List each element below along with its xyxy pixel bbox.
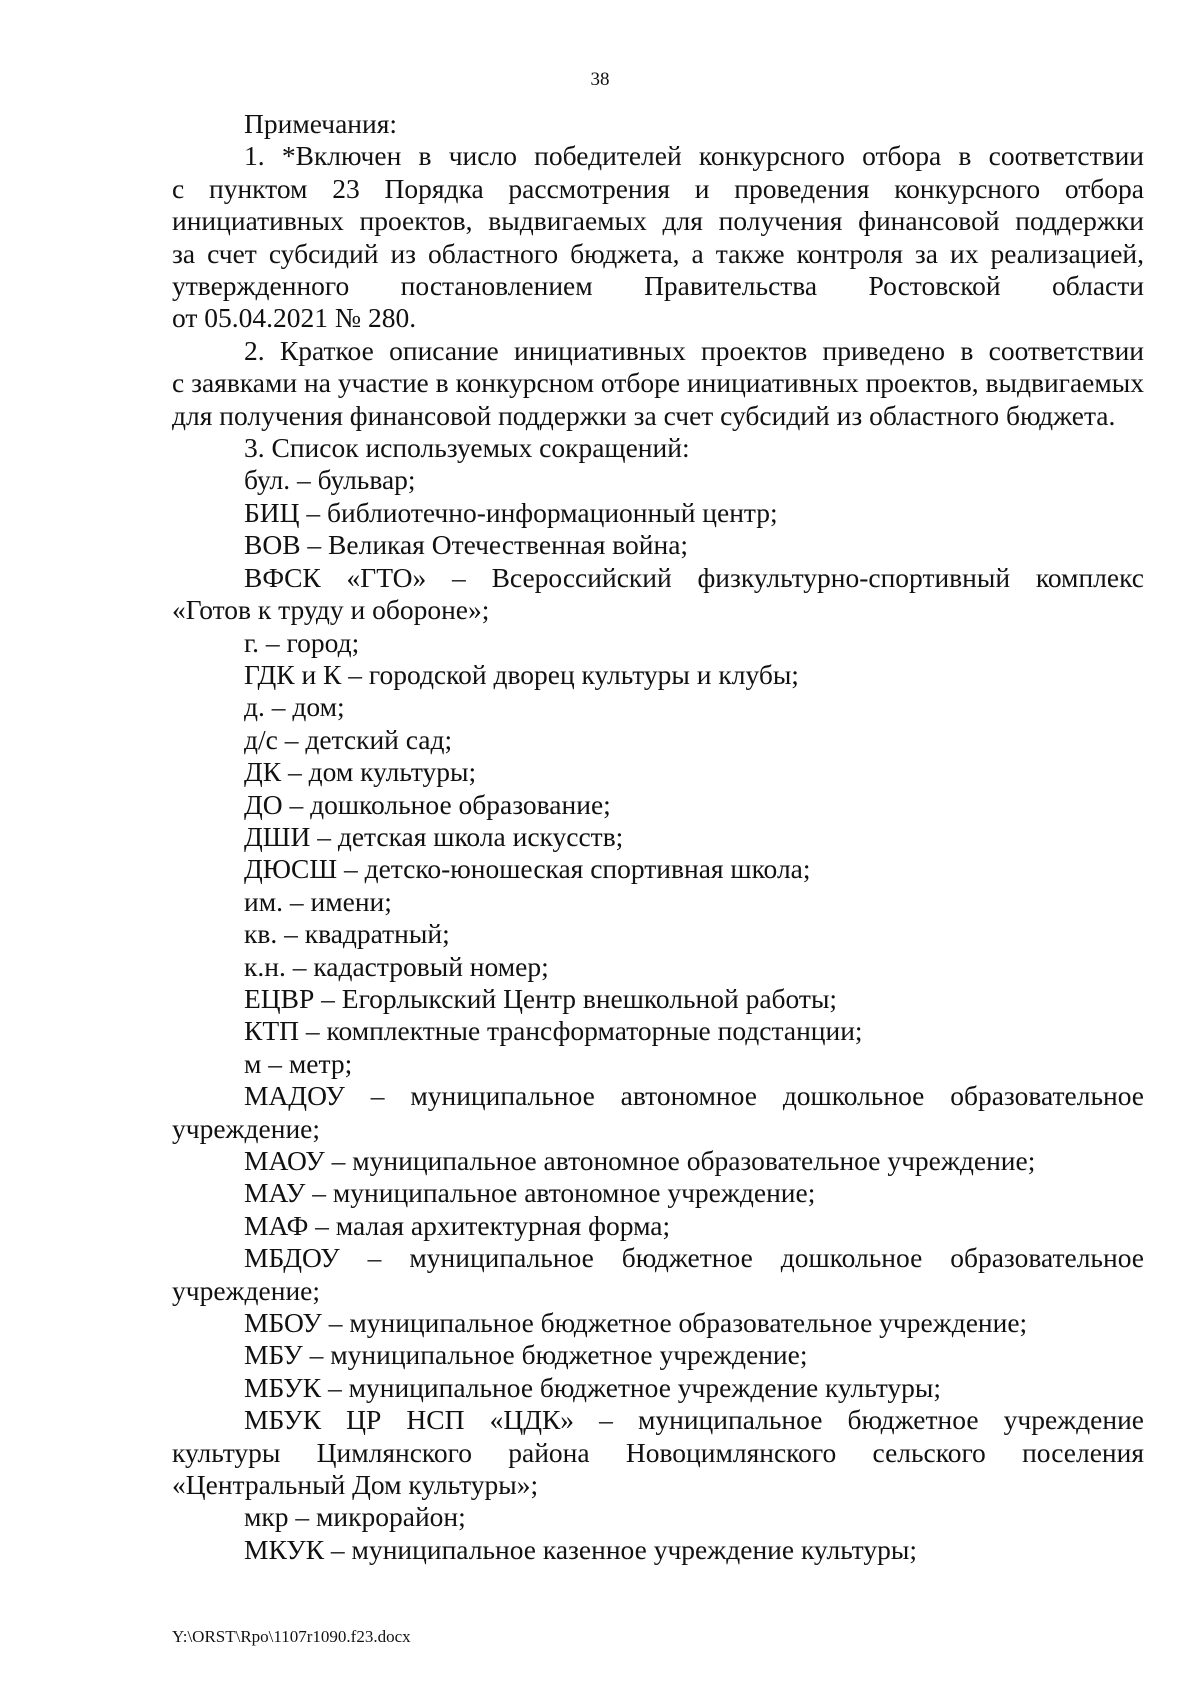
note-2-line: с заявками на участие в конкурсном отборе инициативных проектов, выдвигаемых: [172, 367, 1144, 399]
file-path-footer: Y:\ORST\Rpo\1107r1090.f23.docx: [172, 1627, 411, 1646]
note-1: [172, 140, 1144, 334]
abbreviation-item: ВФСК «ГТО» – Всероссийский физкультурно-спортивный комплекс: [244, 561, 1144, 593]
abbreviation-item: ДК – дом культуры;: [244, 756, 477, 788]
abbreviation-item: КТП – комплектные трансформаторные подстанции;: [244, 1015, 863, 1047]
document-body: [172, 108, 1144, 1566]
abbreviation-item: МАОУ – муниципальное автономное образовательное учреждение;: [244, 1145, 1036, 1176]
abbreviation-item: МАДОУ – муниципальное автономное дошкольное образовательное: [244, 1080, 1144, 1112]
abbreviation-item: ДЮСШ – детско-юношеская спортивная школа;: [244, 853, 811, 885]
abbreviation-item: ЕЦВР – Егорлыкский Центр внешкольной работы;: [244, 982, 838, 1014]
abbreviation-item: мкр – микрорайон;: [244, 1501, 466, 1533]
page-number: 38: [590, 69, 610, 90]
abbreviation-item: им. – имени;: [244, 885, 392, 917]
abbreviation-item-continuation: «Центральный Дом культуры»;: [172, 1469, 539, 1501]
abbreviation-item: МБДОУ – муниципальное бюджетное дошкольное образовательное: [244, 1242, 1144, 1274]
abbreviation-item: ДШИ – детская школа искусств;: [244, 820, 624, 852]
abbreviation-item: МАФ – малая архитектурная форма;: [244, 1209, 671, 1241]
abbreviation-item: м – метр;: [244, 1047, 353, 1079]
abbreviation-item: бул. – бульвар;: [244, 464, 416, 496]
abbreviation-item: ДО – дошкольное образование;: [244, 788, 611, 820]
abbreviation-item: МБУК – муниципальное бюджетное учреждение культуры;: [244, 1371, 942, 1403]
abbreviation-item-continuation: «Готов к труду и обороне»;: [172, 594, 490, 626]
abbreviation-item-continuation: учреждение;: [172, 1112, 321, 1144]
abbreviation-item: МБУК ЦР НСП «ЦДК» – муниципальное бюджетное учреждение: [244, 1404, 1144, 1436]
abbreviation-item: ГДК и К – городской дворец культуры и клубы;: [244, 658, 799, 690]
abbreviation-item: МАУ – муниципальное автономное учреждение;: [244, 1177, 816, 1209]
abbreviation-item: д. – дом;: [244, 691, 345, 723]
abbreviation-item: г. – город;: [244, 626, 360, 658]
note-3-heading: 3. Список используемых сокращений:: [244, 432, 690, 464]
note-2: [172, 335, 1144, 432]
note-1-line: утвержденного постановлением Правительства Ростовской области: [172, 270, 1144, 302]
abbreviation-list: [172, 464, 1144, 1566]
abbreviation-item: к.н. – кадастровый номер;: [244, 950, 549, 982]
abbreviation-item: МБУ – муниципальное бюджетное учреждение;: [244, 1339, 808, 1371]
note-1-line: инициативных проектов, выдвигаемых для получения финансовой поддержки: [172, 205, 1144, 237]
abbreviation-item: ВОВ – Великая Отечественная война;: [244, 529, 689, 561]
note-1-line: 1. *Включен в число победителей конкурсного отбора в соответствии: [244, 140, 1144, 172]
abbreviation-item: кв. – квадратный;: [244, 918, 450, 950]
note-1-line: за счет субсидий из областного бюджета, а также контроля за их реализацией,: [172, 237, 1144, 269]
note-1-line: с пунктом 23 Порядка рассмотрения и проведения конкурсного отбора: [172, 172, 1144, 204]
abbreviation-item: БИЦ – библиотечно-информационный центр;: [244, 496, 778, 528]
abbreviation-item-continuation: культуры Цимлянского района Новоцимлянского сельского поселения: [172, 1436, 1144, 1468]
abbreviation-item: МБОУ – муниципальное бюджетное образовательное учреждение;: [244, 1307, 1028, 1339]
abbreviation-item-continuation: учреждение;: [172, 1274, 321, 1306]
note-2-line: 2. Краткое описание инициативных проектов приведено в соответствии: [244, 334, 1144, 366]
notes-heading: Примечания:: [244, 108, 398, 139]
abbreviation-item: МКУК – муниципальное казенное учреждение культуры;: [244, 1533, 917, 1565]
abbreviation-item: д/с – детский сад;: [244, 723, 453, 755]
note-1-line: от 05.04.2021 № 280.: [172, 302, 417, 334]
note-2-line: для получения финансовой поддержки за счет субсидий из областного бюджета.: [172, 399, 1116, 431]
